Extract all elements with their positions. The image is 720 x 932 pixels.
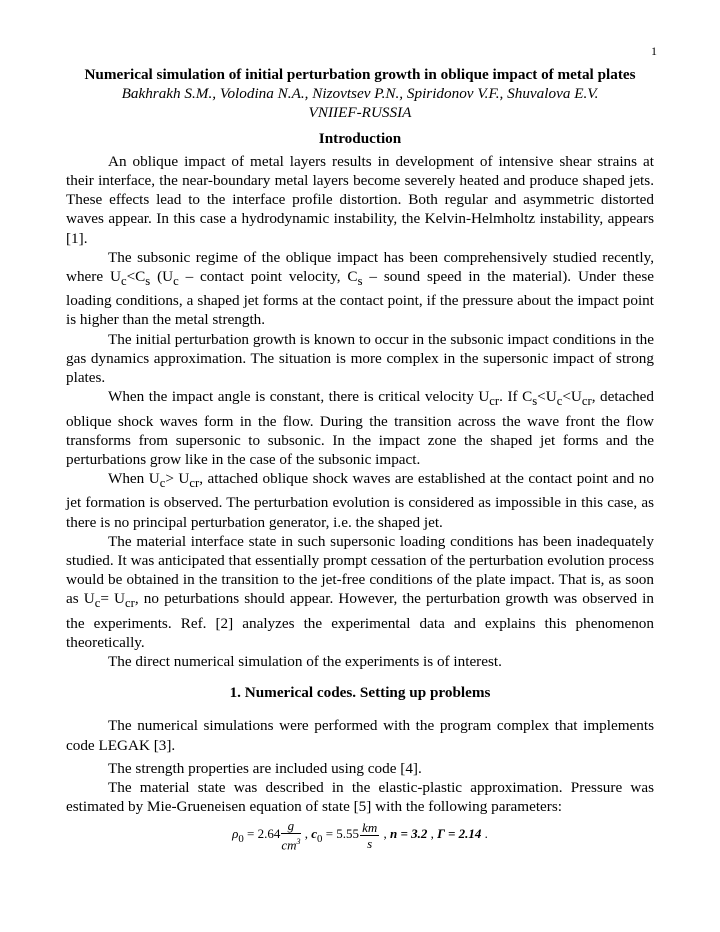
- subscript: cr: [189, 476, 200, 491]
- paragraph-4: [66, 387, 654, 469]
- paragraph-6: [66, 532, 654, 652]
- c-value: = 5.55: [322, 826, 360, 842]
- text-run: <C: [126, 268, 146, 286]
- subscript: cr: [489, 394, 500, 409]
- text-run: , detached oblique shock waves form in the flow. During the transition across the wave front the flow transforms from supersonic to subsonic. In the impact zone the shaped jet forms and the perturbations grow like in the case of the subsonic impact.: [66, 388, 654, 468]
- paragraph-5: [66, 469, 654, 532]
- paragraph-9: The strength properties are included using code [4].: [108, 759, 422, 777]
- subscript: s: [145, 274, 151, 289]
- section-heading-numerical-codes: 1. Numerical codes. Setting up problems: [229, 684, 491, 702]
- text-run: The material interface state in such supersonic loading conditions has been inadequately studied. It was anticipated that essentially prompt cessation of the perturbation evolution process would be obtained in the transition to the jet-free conditions of the plate impact. That is, as soon as U: [66, 532, 654, 608]
- denominator-text: cm: [281, 837, 297, 853]
- fraction-numerator: g: [281, 818, 300, 834]
- text-run: <U: [537, 388, 557, 406]
- subscript: s: [532, 394, 538, 409]
- paper-organization: VNIIEF-RUSSIA: [308, 104, 412, 122]
- text-run: , attached oblique shock waves are established at the contact point and no jet formation is observed. The perturbation evolution is considered as impossible in this case, as there is no principal perturbation generator, i.e. the shaped jet.: [66, 470, 654, 531]
- text-run: When U: [108, 470, 160, 488]
- fraction-denominator: [281, 834, 300, 852]
- equation-parameters: [66, 818, 654, 852]
- subscript: c: [173, 274, 179, 289]
- page-number: 1: [651, 44, 657, 58]
- n-parameter: n = 3.2: [389, 826, 428, 842]
- text-run: , no peturbations should appear. However, the perturbation growth was observed in the experiments. Ref. [2] analyzes the experimental data and explains this phenomenon theoretically.: [66, 590, 654, 651]
- subscript: c: [120, 274, 127, 289]
- paper-authors: Bakhrakh S.M., Volodina N.A., Nizovtsev P.N., Spiridonov V.F., Shuvalova E.V.: [121, 85, 599, 103]
- subscript: c: [94, 596, 101, 611]
- section-heading-introduction: Introduction: [318, 129, 402, 147]
- paragraph-3: The initial perturbation growth is known to occur in the subsonic impact conditions in the gas dynamics approximation. The situation is more complex in the supersonic impact of strong plates.: [66, 330, 654, 387]
- paragraph-2: [66, 248, 654, 330]
- rho-unit-fraction: [281, 818, 300, 852]
- text-run: When the impact angle is constant, there is critical velocity U: [108, 388, 490, 406]
- text-run: <U: [562, 388, 582, 406]
- equation-end: .: [481, 826, 488, 842]
- rho-value: = 2.64: [243, 826, 281, 842]
- text-run: – contact point velocity, C: [178, 268, 358, 286]
- paragraph-10: The material state was described in the elastic-plastic approximation. Pressure was estimated by Mie-Grueneisen equation of state [5] with the following parameters:: [66, 779, 654, 816]
- text-run: (U: [150, 268, 174, 286]
- separator: ,: [301, 826, 312, 842]
- separator: ,: [427, 826, 438, 842]
- subscript: s: [357, 274, 363, 289]
- rho-symbol: ρ: [232, 826, 239, 842]
- subscript: cr: [125, 596, 135, 611]
- paragraph-7: The direct numerical simulation of the experiments is of interest.: [108, 653, 502, 671]
- text-run: = U: [100, 590, 126, 608]
- subscript: c: [159, 476, 166, 491]
- fraction-numerator: km: [362, 820, 378, 836]
- paragraph-1: An oblique impact of metal layers results in development of intensive shear strains at their interface, the near-boundary metal layers become severely heated and produce shaped jets. These effects lead to the interface profile distortion. Both regular and asymmetric distorted waves appear. In this case a hydrodynamic instability, the Kelvin-Helmholtz instability, appears [1].: [66, 152, 654, 247]
- separator: ,: [380, 826, 390, 842]
- paragraph-8: The numerical simulations were performed with the program complex that implements code LEGAK [3].: [66, 717, 654, 754]
- gamma-parameter: Γ = 2.14: [437, 826, 482, 842]
- text-run: – sound speed in the material). Under these loading conditions, a shaped jet forms at the contact point, if the pressure about the impact point is higher than the metal strength.: [66, 268, 654, 329]
- subscript: 0: [238, 833, 244, 846]
- superscript: 3: [296, 837, 301, 847]
- text-run: > U: [165, 470, 190, 488]
- paper-title: Numerical simulation of initial perturbation growth in oblique impact of metal plates: [84, 66, 636, 83]
- document-body: [66, 65, 654, 853]
- subscript: 0: [317, 833, 323, 846]
- text-run: . If C: [499, 388, 533, 406]
- subscript: c: [556, 394, 563, 409]
- subscript: cr: [581, 394, 592, 409]
- c-unit-fraction: [360, 820, 379, 851]
- fraction-denominator: s: [367, 836, 373, 852]
- c-symbol: c: [311, 826, 318, 842]
- text-run: The subsonic regime of the oblique impact has been comprehensively studied recently, where U: [66, 248, 654, 286]
